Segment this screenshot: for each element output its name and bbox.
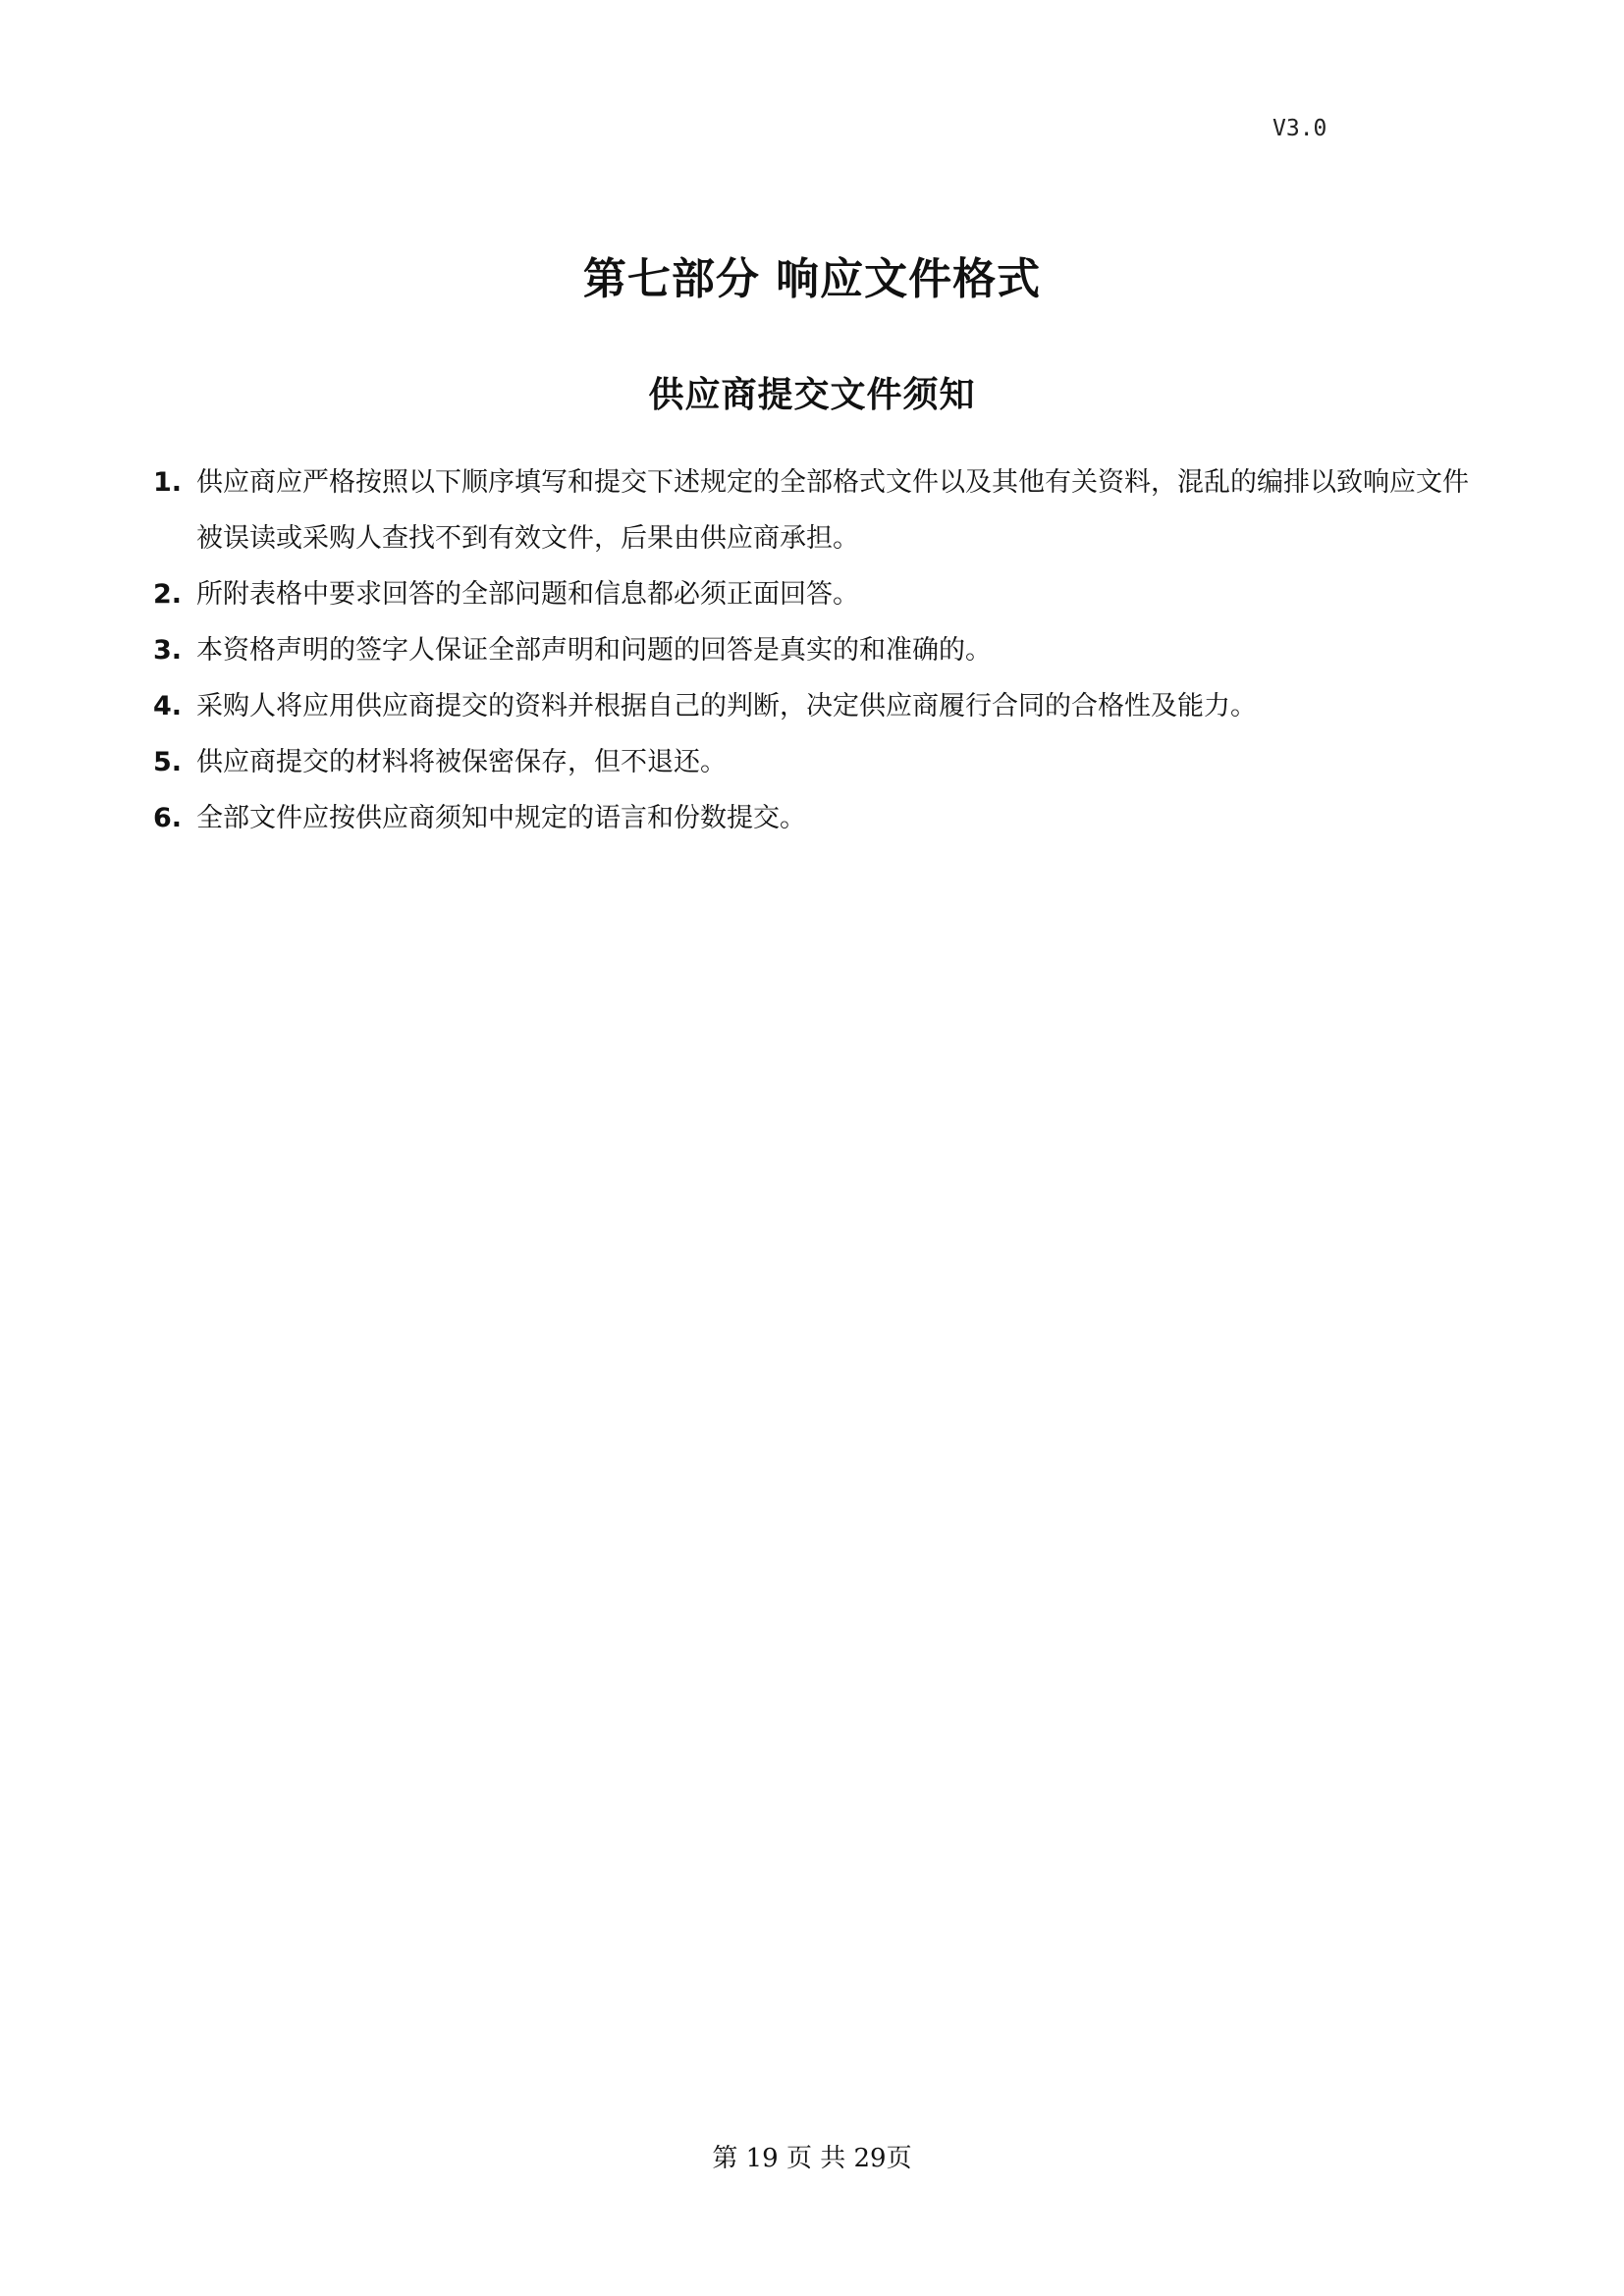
- item-text: 供应商应严格按照以下顺序填写和提交下述规定的全部格式文件以及其他有关资料，混乱的编排以致响应文件被误读或采购人查找不到有效文件，后果由供应商承担。: [196, 467, 1469, 554]
- page-number: 第 19 页 共 29页: [712, 2144, 912, 2173]
- item-text: 所附表格中要求回答的全部问题和信息都必须正面回答。: [196, 579, 859, 610]
- list-item: [153, 566, 1489, 622]
- item-text: 供应商提交的材料将被保密保存，但不退还。: [196, 747, 727, 777]
- item-number: 6.: [153, 803, 183, 833]
- instructions-list: [153, 454, 1489, 846]
- item-number: 4.: [153, 691, 183, 721]
- list-item: [153, 678, 1489, 734]
- item-text: 采购人将应用供应商提交的资料并根据自己的判断，决定供应商履行合同的合格性及能力。: [196, 691, 1257, 721]
- list-item: [153, 622, 1489, 678]
- list-item: [153, 454, 1489, 566]
- version-label: V3.0: [1272, 116, 1327, 141]
- item-number: 3.: [153, 635, 183, 666]
- item-number: 1.: [153, 467, 183, 498]
- list-item: [153, 734, 1489, 790]
- part-title: 第七部分 响应文件格式: [582, 254, 1042, 304]
- list-item: [153, 790, 1489, 846]
- item-number: 5.: [153, 747, 183, 777]
- item-text: 全部文件应按供应商须知中规定的语言和份数提交。: [196, 803, 806, 833]
- section-title: 供应商提交文件须知: [648, 375, 976, 415]
- item-number: 2.: [153, 579, 183, 610]
- item-text: 本资格声明的签字人保证全部声明和问题的回答是真实的和准确的。: [196, 635, 992, 666]
